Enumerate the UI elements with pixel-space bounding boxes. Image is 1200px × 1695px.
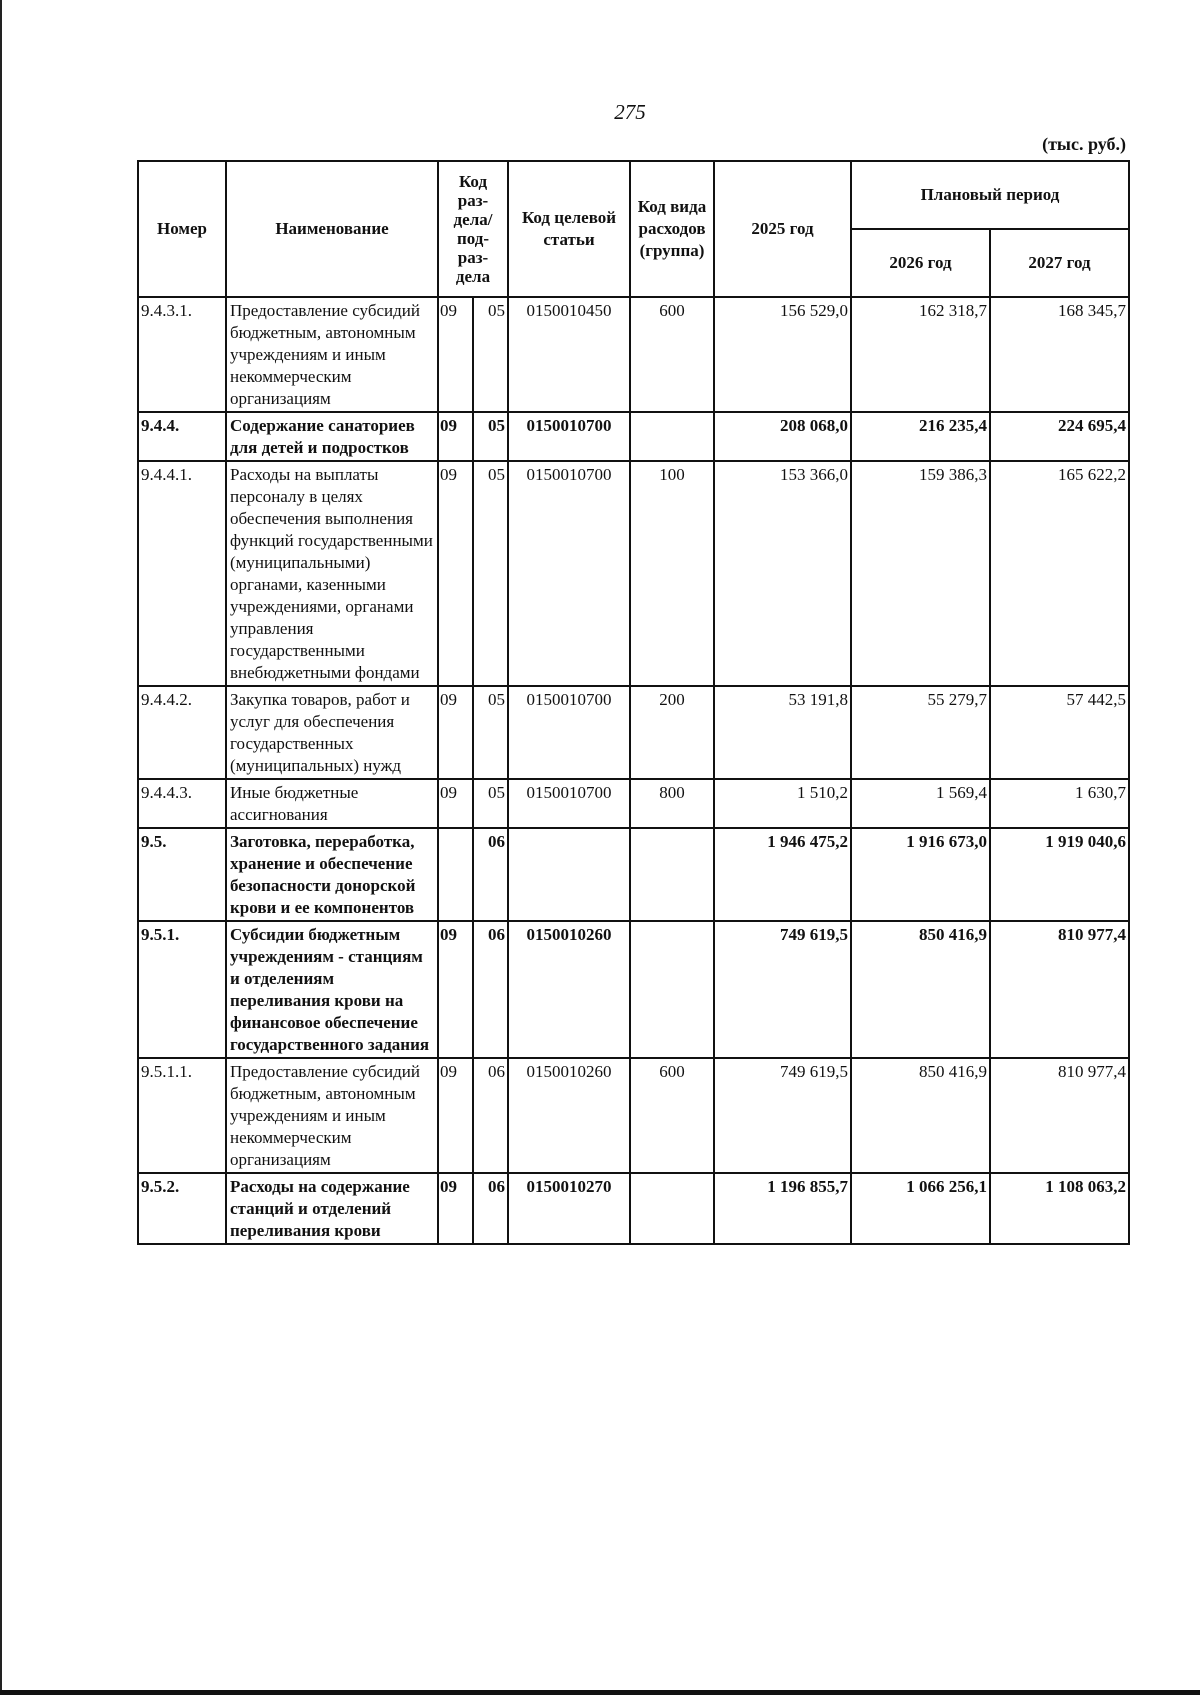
row-number: 9.4.4.2. <box>138 686 226 779</box>
page-number: 275 <box>614 100 646 124</box>
budget-table <box>137 160 1130 1245</box>
row-section: 09 <box>438 686 473 779</box>
row-value-2026: 850 416,9 <box>851 1058 990 1173</box>
row-name: Расходы на выплаты персоналу в целях обеспечения выполнения функций государственными (муниципальными) органами, казенными учреждениями, органами управления государственными внебюджетными фондами <box>226 461 438 686</box>
table-row <box>138 297 1129 412</box>
row-value-2026: 55 279,7 <box>851 686 990 779</box>
row-target-code: 0150010260 <box>508 1058 630 1173</box>
row-value-2025: 153 366,0 <box>714 461 851 686</box>
scan-left-edge <box>0 0 2 1695</box>
row-subsection: 05 <box>473 412 508 461</box>
row-subsection: 06 <box>473 1173 508 1244</box>
row-value-2027: 224 695,4 <box>990 412 1129 461</box>
row-section <box>438 828 473 921</box>
row-name: Содержание санаториев для детей и подростков <box>226 412 438 461</box>
header-year-2025: 2025 год <box>714 161 851 297</box>
row-subsection: 05 <box>473 779 508 828</box>
units-label: (тыс. руб.) <box>1042 134 1126 154</box>
row-value-2025: 53 191,8 <box>714 686 851 779</box>
row-subsection: 06 <box>473 1058 508 1173</box>
row-target-code: 0150010260 <box>508 921 630 1058</box>
row-target-code: 0150010700 <box>508 686 630 779</box>
table-row <box>138 1058 1129 1173</box>
table-row <box>138 779 1129 828</box>
row-value-2026: 1 916 673,0 <box>851 828 990 921</box>
header-expense-type-code: Код вида расходов (группа) <box>630 161 714 297</box>
header-row-1 <box>138 161 1129 229</box>
row-value-2026: 159 386,3 <box>851 461 990 686</box>
row-expense-code: 800 <box>630 779 714 828</box>
row-section: 09 <box>438 779 473 828</box>
row-value-2026: 850 416,9 <box>851 921 990 1058</box>
row-value-2027: 1 108 063,2 <box>990 1173 1129 1244</box>
row-name: Закупка товаров, работ и услуг для обеспечения государственных (муниципальных) нужд <box>226 686 438 779</box>
row-name: Расходы на содержание станций и отделений переливания крови <box>226 1173 438 1244</box>
row-value-2027: 1 919 040,6 <box>990 828 1129 921</box>
row-value-2025: 749 619,5 <box>714 921 851 1058</box>
row-value-2027: 57 442,5 <box>990 686 1129 779</box>
row-value-2025: 1 510,2 <box>714 779 851 828</box>
row-subsection: 06 <box>473 921 508 1058</box>
header-target-article-code: Код целевой статьи <box>508 161 630 297</box>
row-value-2026: 1 569,4 <box>851 779 990 828</box>
row-value-2025: 1 196 855,7 <box>714 1173 851 1244</box>
table-row <box>138 412 1129 461</box>
row-expense-code: 100 <box>630 461 714 686</box>
row-section: 09 <box>438 297 473 412</box>
row-number: 9.5.2. <box>138 1173 226 1244</box>
header-section-code: Код раз- дела/ под- раз- дела <box>438 161 508 297</box>
row-expense-code: 200 <box>630 686 714 779</box>
row-value-2026: 162 318,7 <box>851 297 990 412</box>
row-name: Предоставление субсидий бюджетным, автономным учреждениям и иным некоммерческим организациям <box>226 1058 438 1173</box>
row-number: 9.4.3.1. <box>138 297 226 412</box>
header-year-2027: 2027 год <box>990 229 1129 297</box>
scan-bottom-edge <box>0 1690 1200 1695</box>
row-value-2027: 165 622,2 <box>990 461 1129 686</box>
row-subsection: 05 <box>473 297 508 412</box>
row-number: 9.5.1. <box>138 921 226 1058</box>
table-row <box>138 1173 1129 1244</box>
row-expense-code: 600 <box>630 297 714 412</box>
row-subsection: 05 <box>473 461 508 686</box>
row-number: 9.5.1.1. <box>138 1058 226 1173</box>
row-name: Заготовка, переработка, хранение и обеспечение безопасности донорской крови и ее компонентов <box>226 828 438 921</box>
row-expense-code <box>630 412 714 461</box>
row-number: 9.4.4.3. <box>138 779 226 828</box>
header-name: Наименование <box>226 161 438 297</box>
table-row <box>138 921 1129 1058</box>
row-value-2027: 810 977,4 <box>990 921 1129 1058</box>
row-target-code: 0150010700 <box>508 779 630 828</box>
row-section: 09 <box>438 461 473 686</box>
row-target-code: 0150010450 <box>508 297 630 412</box>
row-value-2025: 208 068,0 <box>714 412 851 461</box>
row-value-2027: 1 630,7 <box>990 779 1129 828</box>
row-section: 09 <box>438 412 473 461</box>
row-section: 09 <box>438 1173 473 1244</box>
row-value-2025: 156 529,0 <box>714 297 851 412</box>
row-expense-code <box>630 921 714 1058</box>
row-expense-code <box>630 1173 714 1244</box>
row-value-2025: 1 946 475,2 <box>714 828 851 921</box>
row-name: Субсидии бюджетным учреждениям - станциям и отделениям переливания крови на финансовое обеспечение государственного задания <box>226 921 438 1058</box>
header-number: Номер <box>138 161 226 297</box>
row-target-code: 0150010270 <box>508 1173 630 1244</box>
row-target-code: 0150010700 <box>508 412 630 461</box>
header-planned-period: Плановый период <box>851 161 1129 229</box>
row-value-2025: 749 619,5 <box>714 1058 851 1173</box>
row-expense-code: 600 <box>630 1058 714 1173</box>
row-target-code: 0150010700 <box>508 461 630 686</box>
row-value-2026: 1 066 256,1 <box>851 1173 990 1244</box>
table-row <box>138 461 1129 686</box>
row-expense-code <box>630 828 714 921</box>
row-name: Иные бюджетные ассигнования <box>226 779 438 828</box>
row-subsection: 06 <box>473 828 508 921</box>
row-value-2026: 216 235,4 <box>851 412 990 461</box>
row-section: 09 <box>438 1058 473 1173</box>
row-number: 9.4.4. <box>138 412 226 461</box>
row-value-2027: 168 345,7 <box>990 297 1129 412</box>
row-number: 9.5. <box>138 828 226 921</box>
table-row <box>138 686 1129 779</box>
row-target-code <box>508 828 630 921</box>
row-subsection: 05 <box>473 686 508 779</box>
header-year-2026: 2026 год <box>851 229 990 297</box>
row-value-2027: 810 977,4 <box>990 1058 1129 1173</box>
row-name: Предоставление субсидий бюджетным, автономным учреждениям и иным некоммерческим организациям <box>226 297 438 412</box>
row-number: 9.4.4.1. <box>138 461 226 686</box>
table-row <box>138 828 1129 921</box>
row-section: 09 <box>438 921 473 1058</box>
